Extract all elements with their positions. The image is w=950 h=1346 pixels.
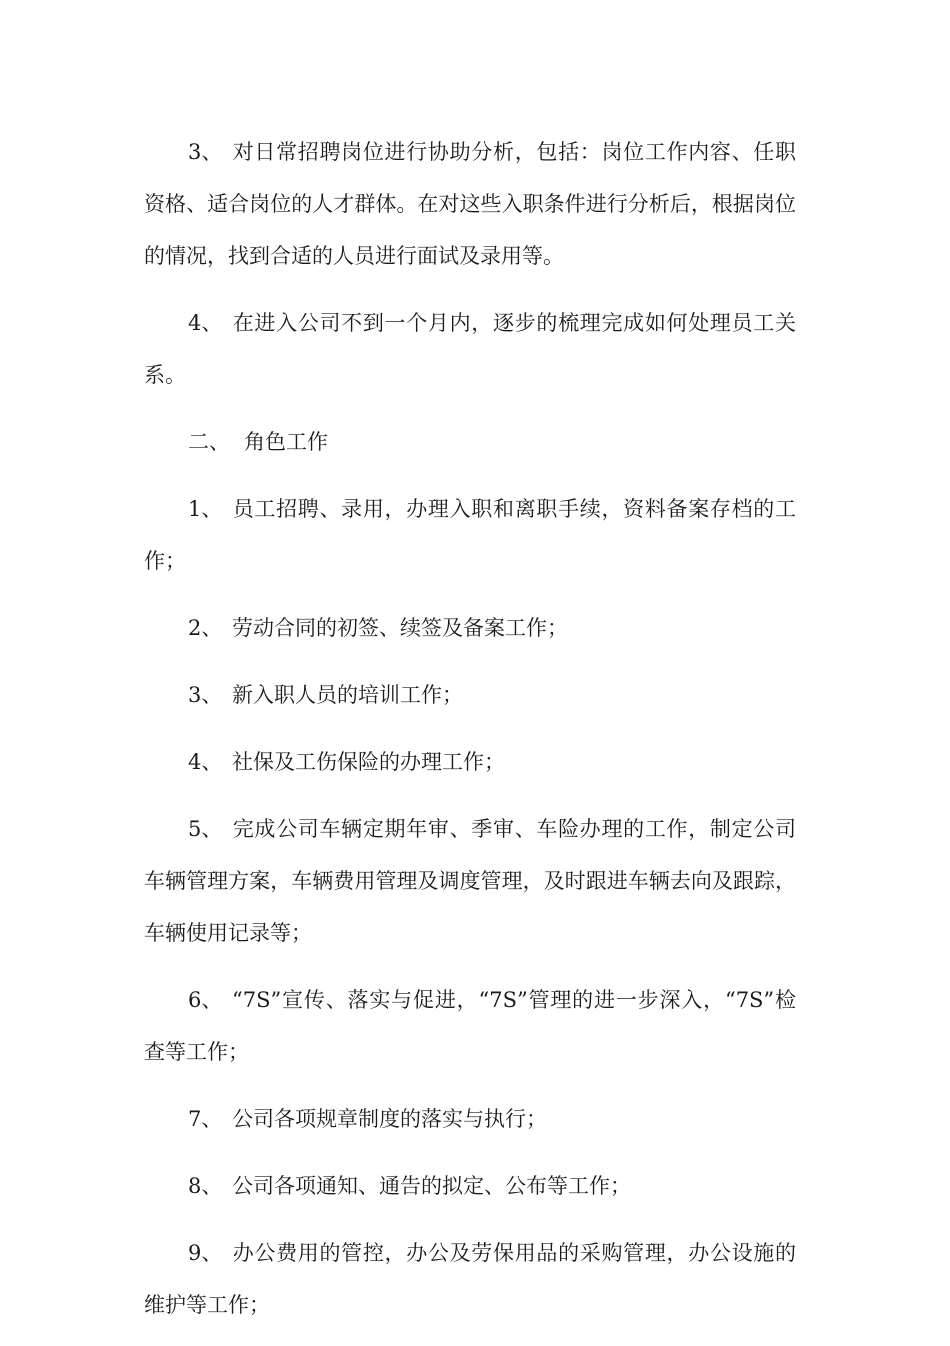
paragraph-item-4b (144, 736, 796, 788)
paragraph-item-8 (144, 1160, 796, 1212)
item-number: 7、 (188, 1107, 223, 1131)
paragraph-item-2 (144, 602, 796, 654)
item-text: 公司各项通知、通告的拟定、公布等工作； (232, 1174, 631, 1198)
item-text: “7S”宣传、落实与促进，“7S”管理的进一步深入，“7S”检查等工作； (144, 988, 796, 1064)
item-text: 劳动合同的初签、续签及备案工作； (232, 616, 568, 640)
item-number: 3、 (188, 140, 223, 164)
item-text: 对日常招聘岗位进行协助分析，包括：岗位工作内容、任职资格、适合岗位的人才群体。在对这些入职条件进行分析后，根据岗位的情况，找到合适的人员进行面试及录用等。 (144, 140, 796, 268)
paragraph-item-3b (144, 669, 796, 721)
item-text: 在进入公司不到一个月内，逐步的梳理完成如何处理员工关系。 (144, 311, 796, 387)
item-number: 8、 (188, 1174, 223, 1198)
item-number: 3、 (188, 683, 223, 707)
item-number: 4、 (188, 750, 223, 774)
paragraph-item-7 (144, 1093, 796, 1145)
document-body (144, 126, 796, 1346)
paragraph-item-1 (144, 483, 796, 587)
section-title: 角色工作 (244, 430, 328, 454)
section-number: 二、 (188, 430, 230, 454)
paragraph-item-5 (144, 803, 796, 959)
item-text: 办公费用的管控，办公及劳保用品的采购管理，办公设施的维护等工作； (144, 1241, 796, 1317)
item-text: 员工招聘、录用，办理入职和离职手续，资料备案存档的工作； (144, 497, 796, 573)
item-number: 5、 (188, 817, 223, 841)
item-text: 社保及工伤保险的办理工作； (232, 750, 505, 774)
item-number: 6、 (188, 988, 223, 1012)
item-number: 4、 (188, 311, 223, 335)
item-text: 公司各项规章制度的落实与执行； (232, 1107, 547, 1131)
item-number: 9、 (188, 1241, 223, 1265)
item-number: 1、 (188, 497, 223, 521)
paragraph-item-9 (144, 1227, 796, 1331)
item-text: 新入职人员的培训工作； (232, 683, 463, 707)
paragraph-item-4 (144, 297, 796, 401)
item-text: 完成公司车辆定期年审、季审、车险办理的工作，制定公司车辆管理方案，车辆费用管理及调度管理，及时跟进车辆去向及跟踪，车辆使用记录等； (144, 817, 796, 945)
section-heading (144, 416, 796, 468)
paragraph-item-6 (144, 974, 796, 1078)
item-number: 2、 (188, 616, 223, 640)
paragraph-item-3 (144, 126, 796, 282)
